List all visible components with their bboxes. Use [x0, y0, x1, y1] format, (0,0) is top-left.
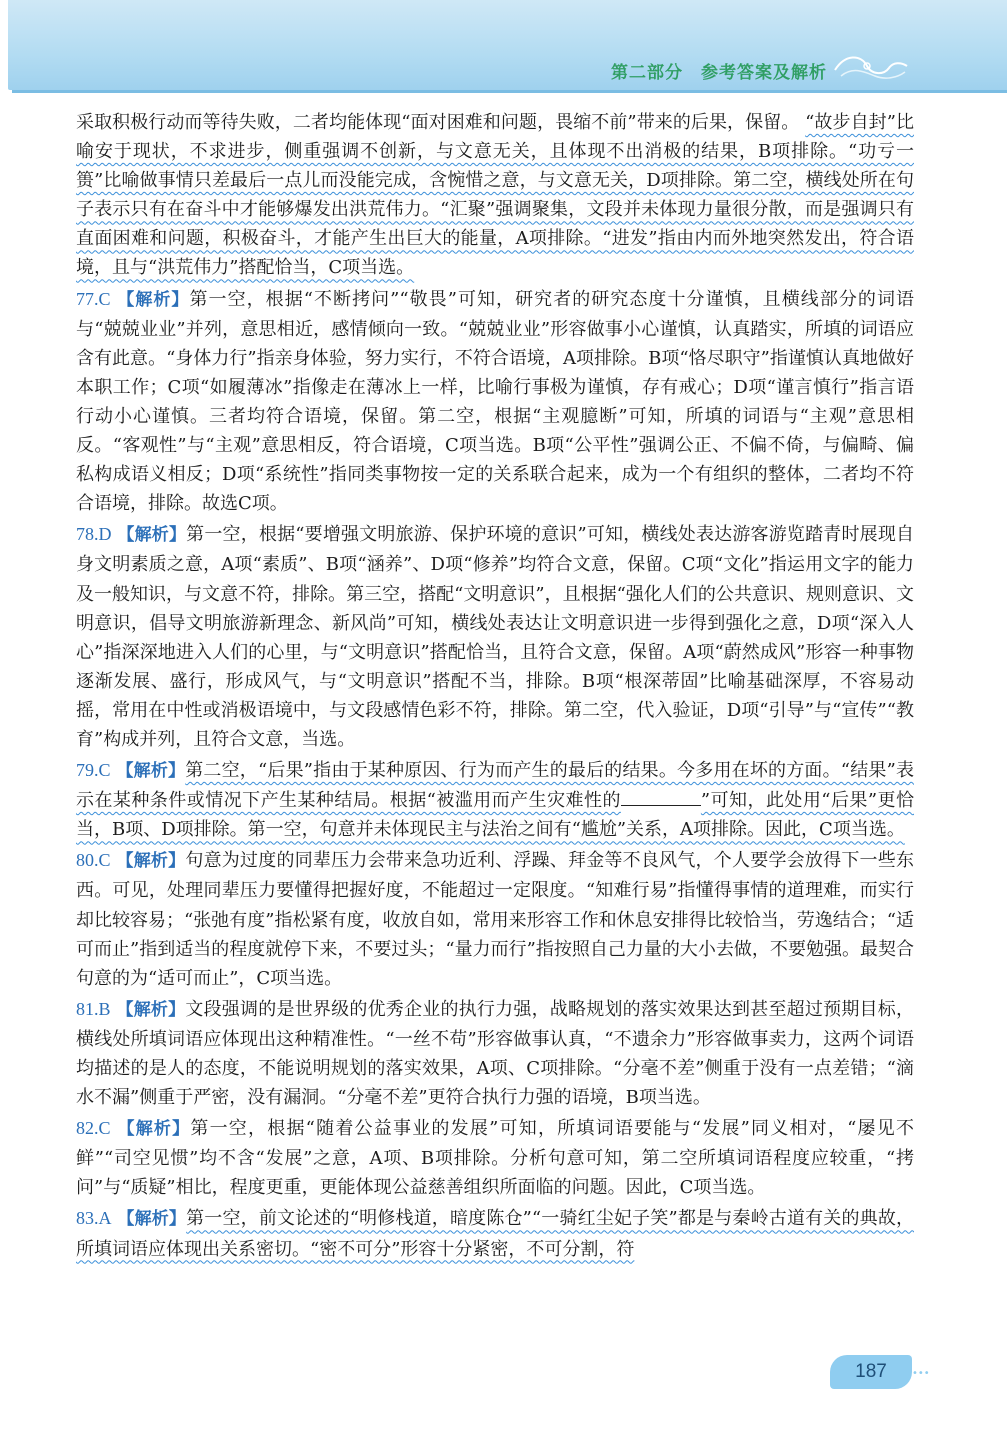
answer-text-part-1: 第二空，“后果”指由于某种原因、行为而产生的最后的结果。今多用在坏的方面。“结果”表示在某种条件或情况下产生某种结局。根据“被滥用而产生灾难性的: [76, 760, 914, 812]
analysis-tag: 【解析】: [117, 1209, 187, 1230]
answer-number: 78.D: [76, 524, 112, 545]
answer-content: [76, 108, 914, 1266]
intro-line-1: 采取积极行动而等待失败，二者均能体现“面对困难和问题，畏缩不前”带来的后果，保留。: [76, 112, 800, 133]
analysis-tag: 【解析】: [116, 851, 186, 872]
fill-blank: [621, 787, 701, 806]
answer-text: 文段强调的是世界级的优秀企业的执行力强，战略规划的落实效果达到甚至超过预期目标，横线处所填词语应体现出这种精准性。“一丝不苟”形容做事认真，“不遗余力”形容做事卖力，这两个词语均描述的是人的态度，不能说明规划的落实效果，A项、C项排除。“分毫不差”侧重于没有一点差错；“滴水不漏”侧重于严密，没有漏洞。“分毫不差”更符合执行力强的语境，B项当选。: [76, 998, 914, 1109]
decorative-swirl-icon: [831, 50, 911, 84]
answer-number: 82.C: [76, 1118, 111, 1139]
analysis-tag: 【解析】: [117, 1119, 191, 1140]
answer-entry-80: [76, 846, 914, 992]
analysis-tag: 【解析】: [116, 999, 186, 1020]
answer-number: 79.C: [76, 760, 111, 781]
section-title: 第二部分 参考答案及解析: [611, 63, 827, 83]
answer-text-underlined: 第一空，前文论述的“明修栈道，暗度陈仓”“一骑红尘妃子笑”都是与秦岭古道有关的典故，所填词语应体现出关系密切。“密不可分”形容十分紧密，不可分割，符: [76, 1208, 914, 1260]
answer-number: 83.A: [76, 1208, 112, 1229]
badge-decoration-icon: •••: [912, 1368, 930, 1379]
intro-underlined: “故步自封”比喻安于现状，不求进步，侧重强调不创新，与文意无关，且体现不出消极的结果，B项排除。“功亏一篑”比喻做事情只差最后一点儿而没能完成，含惋惜之意，与文意无关，D项排除。第二空，横线处所在句子表示只有在奋斗中才能够爆发出洪荒伟力。“汇聚”强调聚集，文段并未体现力量很分散，而是强调只有直面困难和问题，积极奋斗，才能产生出巨大的能量，A项排除。“进发”指由内而外地突然发出，符合语境，且与“洪荒伟力”搭配恰当，C项当选。: [76, 112, 914, 279]
answer-text: 第一空，根据“要增强文明旅游、保护环境的意识”可知，横线处表达游客游览踏青时展现自身文明素质之意，A项“素质”、B项“涵养”、D项“修养”均符合文意，保留。C项“文化”指运用文字的能力及一般知识，与文意不符，排除。第三空，搭配“文明意识”，且根据“强化人们的公共意识、规则意识、文明意识，倡导文明旅游新理念、新风尚”可知，横线处表达让文明意识进一步得到强化之意，D项“深入人心”指深深地进入人们的心里，与“文明意识”搭配恰当，且符合文意，保留。A项“蔚然成风”形容一种事物逐渐发展、盛行，形成风气，与“文明意识”搭配不当，排除。B项“根深蒂固”比喻基础深厚，不容易动摇，常用在中性或消极语境中，与文段感情色彩不符，排除。第二空，代入验证，D项“引导”与“宣传”“教育”构成并列，且符合文意，当选。: [76, 524, 915, 750]
answer-entry-78: [76, 520, 914, 754]
answer-text-part-2: ”可知，此处用“后果”更恰当，B项、D项排除。第一空，句意并未体现民主与法治之间有“尴尬”关系，A项排除。因此，C项当选。: [76, 790, 914, 841]
analysis-tag: 【解析】: [117, 289, 190, 310]
answer-text: 第一空，根据“随着公益事业的发展”可知，所填词语要能与“发展”同义相对，“屡见不鲜”“司空见惯”均不含“发展”之意，A项、B项排除。分析句意可知，第二空所填词语程度应较重，“拷问”与“质疑”相比，程度更重，更能体现公益慈善组织所面临的问题。因此，C项当选。: [76, 1118, 914, 1199]
analysis-tag: 【解析】: [116, 761, 186, 782]
intro-continuation: [76, 108, 914, 283]
answer-text: 句意为过度的同辈压力会带来急功近利、浮躁、拜金等不良风气，个人要学会放得下一些东西。可见，处理同辈压力要懂得把握好度，不能超过一定限度。“知难行易”指懂得事情的道理难，而实行却比较容易；“张弛有度”指松紧有度，收放自如，常用来形容工作和休息安排得比较恰当，劳逸结合；“适可而止”指到适当的程度就停下来，不要过头；“量力而行”指按照自己力量的大小去做，不要勉强。最契合句意的为“适可而止”，C项当选。: [76, 850, 914, 989]
answer-entry-79: [76, 756, 914, 844]
answer-entry-83: [76, 1204, 914, 1263]
answer-text: 第一空，根据“不断拷问”“敬畏”可知，研究者的研究态度十分谨慎，且横线部分的词语与“兢兢业业”并列，意思相近，感情倾向一致。“兢兢业业”形容做事小心谨慎，认真踏实，所填的词语应含有此意。“身体力行”指亲身体验，努力实行，不符合语境，A项排除。B项“恪尽职守”指谨慎认真地做好本职工作；C项“如履薄冰”指像走在薄冰上一样，比喻行事极为谨慎，存有戒心；D项“谨言慎行”指言语行动小心谨慎。三者均符合语境，保留。第二空，根据“主观臆断”可知，所填的词语与“主观”意思相反。“客观性”与“主观”意思相反，符合语境，C项当选。B项“公平性”强调公正、不偏不倚，与偏畸、偏私构成语义相反；D项“系统性”指同类事物按一定的关系联合起来，成为一个有组织的整体，二者均不符合语境，排除。故选C项。: [76, 288, 915, 515]
answer-entry-81: [76, 995, 914, 1112]
answer-number: 80.C: [76, 850, 111, 871]
answer-text-underlined: [76, 760, 914, 840]
answer-number: 77.C: [76, 288, 111, 309]
answer-entry-82: [76, 1114, 914, 1202]
page-number-badge: 187: [830, 1355, 912, 1389]
analysis-tag: 【解析】: [117, 525, 187, 546]
header-rule: [12, 90, 1007, 93]
answer-entry-77: [76, 285, 914, 519]
answer-number: 81.B: [76, 998, 111, 1019]
